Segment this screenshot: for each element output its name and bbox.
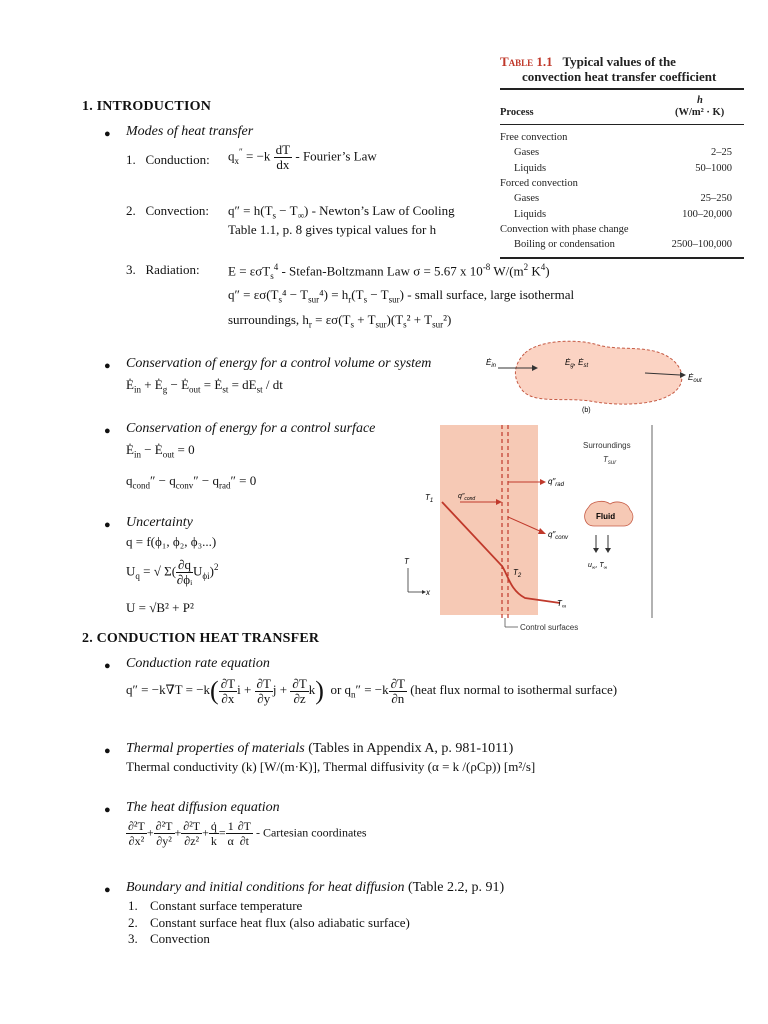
bc-item-text: Convection (150, 931, 210, 946)
radiation-label: Radiation: (145, 262, 200, 277)
radiation-line: 3. Radiation: (126, 262, 200, 277)
table-row-value: 2500–100,000 (671, 239, 732, 251)
bc-item-number: 2. (128, 914, 138, 930)
table-col-h: h (697, 95, 703, 106)
table-row-value: 2–25 (711, 147, 732, 159)
bc-item-text: Constant surface temperature (150, 898, 303, 913)
conduction-line (126, 152, 216, 168)
conduction-label: Conduction: (145, 152, 210, 167)
table-row-process: Convection with phase change (500, 223, 629, 235)
stefan-boltzmann-equation: E = εσT$_s^4$ - Stefan-Boltzmann Law σ = 5.67 x $10^{-8}$ $W/(m^2$ $K^4$) (228, 262, 550, 281)
energy-out-arrowhead (680, 372, 686, 378)
thermal-properties-detail: Thermal conductivity (k) [W/(m·K)], Thermal diffusivity (α = k /(ρCp)) [m²/s] (126, 759, 536, 774)
radiation-coefficient-equation: surroundings, $h_r = \varepsilon\sigma(T_s + T_{sur})(T_s^2 + T_{sur}^2)$ (228, 312, 452, 330)
table-row-process: Gases (514, 193, 540, 205)
table-bottom-rule (500, 257, 744, 259)
table-title: Table 1.1 Typical values of the (500, 54, 676, 69)
energy-out-label: $Ė_{out}$ (688, 373, 702, 384)
control-surfaces-label: Control surfaces (520, 623, 579, 632)
q-cond-label: $q''_{cond}$ (458, 493, 476, 502)
modes-heading: Modes of heat transfer (126, 124, 254, 139)
table-reference-note: Table 1.1, p. 8 gives typical values for h (228, 222, 437, 237)
bullet-icon: ● (104, 519, 111, 531)
t2-label: $T_2$ (513, 568, 522, 579)
t1-label: $T_1$ (425, 493, 434, 504)
energy-in-label: $Ė_{in}$ (486, 358, 497, 369)
conservation-cv-equation: $Ė_{in}$ + $Ė_g$ − $Ė_{out}$ = $Ė_{st} = dE_{st}$ / dt (126, 377, 283, 395)
bc-item-number: 1. (128, 898, 138, 913)
table-row-process: Free convection (500, 132, 568, 143)
fluid-label: Fluid (596, 512, 616, 521)
uncertainty-propagation-equation: $U_q$ = √ Σ( $\frac{\partial q}{\text{∂ϕᵢ}}$ $U_{\phi i})^2$ (126, 557, 219, 587)
q-conv-label: $q''_{conv}$ (548, 530, 568, 541)
heat-diffusion-title: The heat diffusion equation (126, 800, 280, 815)
conservation-cv-title: Conservation of energy for a control volume or system (126, 356, 432, 371)
bullet-icon: ● (104, 804, 111, 816)
t-axis-label: T (404, 557, 409, 566)
bc-item-text: Constant surface heat flux (also adiabatic surface) (150, 914, 410, 930)
radiation-flux-equation: $q'' = \varepsilon\sigma(T_s^4 - T_{sur}^4) = h_r(T_s - T_{sur})$ - small surface, large isothermal (228, 287, 575, 305)
table-col-units: (W/m² · K) (675, 107, 725, 118)
fourier-law-equation: $q_x'' = -k$ $\frac{dT}{dx}$ - Fourier’s Law (228, 142, 377, 172)
control-surface-figure (400, 420, 670, 640)
newton-cooling-equation: $q'' = h(T_s - T_\infty)$ - Newton’s Law of Cooling (228, 203, 455, 221)
table-row-process: Liquids (514, 208, 547, 220)
convection-label: Convection: (145, 203, 210, 218)
fluid-flow-arrowhead (605, 548, 611, 553)
uncertainty-combined: U = √B² + P² (126, 600, 194, 615)
conservation-cs-title: Conservation of energy for a control surface (126, 421, 376, 436)
table-row-process: Liquids (514, 162, 547, 174)
table-row-value: 100–20,000 (682, 208, 732, 220)
conduction-rate-title: Conduction rate equation (126, 656, 270, 671)
table-row-value: 25–250 (700, 193, 732, 205)
heat-diffusion-equation: $\frac{\text{∂²T}}{\text{∂x²}}$ + $\frac{\text{∂²T}}{\text{∂y²}}$ + $\frac{\text{∂²T}}{\text{∂z²}}$ + $\frac{q̇}{k}$ = $\frac{1}{\alpha}$ $\frac{\partial T}{\partial t}$ - Cartesian coordinates (128, 819, 367, 848)
conservation-cs-equation-2: $q_{cond}'' - q_{conv}'' - q_{rad}'' = 0$ (126, 473, 257, 491)
bullet-icon: ● (104, 128, 111, 140)
table-row-process: Gases (514, 147, 540, 159)
q-conv-arrowhead (538, 528, 546, 534)
table-title-line2: convection heat transfer coefficient (522, 69, 717, 84)
table-col-process: Process (500, 107, 534, 118)
table-row-value: 50–1000 (695, 162, 732, 174)
control-volume-figure (480, 335, 730, 415)
control-volume-shape (515, 341, 681, 404)
table-top-rule (500, 88, 744, 90)
t-inf-label: $T_\infty$ (557, 599, 567, 610)
table-header-rule (500, 124, 744, 125)
conservation-cs-equation-1: $Ė_{in}$ − $Ė_{out} = 0$ (126, 442, 195, 460)
section-heading-introduction: 1. INTRODUCTION (82, 99, 212, 114)
uncertainty-title: Uncertainty (126, 515, 193, 530)
solid-region (440, 425, 538, 615)
table-row-process: Boiling or condensation (514, 239, 615, 251)
bullet-icon: ● (104, 425, 111, 437)
q-rad-arrowhead (540, 479, 546, 485)
q-rad-label: $q''_{rad}$ (548, 477, 564, 488)
bullet-icon: ● (104, 745, 111, 757)
figure-caption: (b) (582, 407, 591, 414)
t-sur-label: $T_{sur}$ (603, 455, 617, 466)
convection-line: 2. Convection: (126, 203, 210, 218)
fluid-conditions-label: $u_\infty$, $T_\infty$ (588, 562, 608, 571)
item-number: 1. (126, 152, 136, 167)
bc-item-number: 3. (128, 931, 138, 946)
bullet-icon: ● (104, 884, 111, 896)
fluid-flow-arrowhead (593, 548, 599, 553)
boundary-conditions-line: Boundary and initial conditions for heat diffusion (Table 2.2, p. 91) (126, 880, 505, 895)
table-row-process: Forced convection (500, 177, 578, 189)
thermal-properties-line: Thermal properties of materials (Tables in Appendix A, p. 981-1011) (126, 741, 514, 756)
section-heading-conduction: 2. CONDUCTION HEAT TRANSFER (82, 631, 320, 646)
energy-gen-stored-label: $Ė_g$, $Ė_{st}$ (565, 358, 589, 369)
bullet-icon: ● (104, 660, 111, 672)
bullet-icon: ● (104, 360, 111, 372)
surroundings-label: Surroundings (583, 441, 631, 450)
uncertainty-function: q = f(ϕ₁, ϕ₂, ϕ₃...) (126, 534, 217, 549)
conduction-rate-equation: q″ = −k∇T = −k( $\frac{\partial T}{\partial x}$ i + $\frac{\partial T}{\partial y}$ j + $\frac{\partial T}{\partial z}$ k) or $q_n'' = -k$ $\frac{\partial T}{\partial n}$ (heat flux normal to isothermal surface) (126, 675, 618, 706)
x-axis-label: x (426, 588, 430, 597)
